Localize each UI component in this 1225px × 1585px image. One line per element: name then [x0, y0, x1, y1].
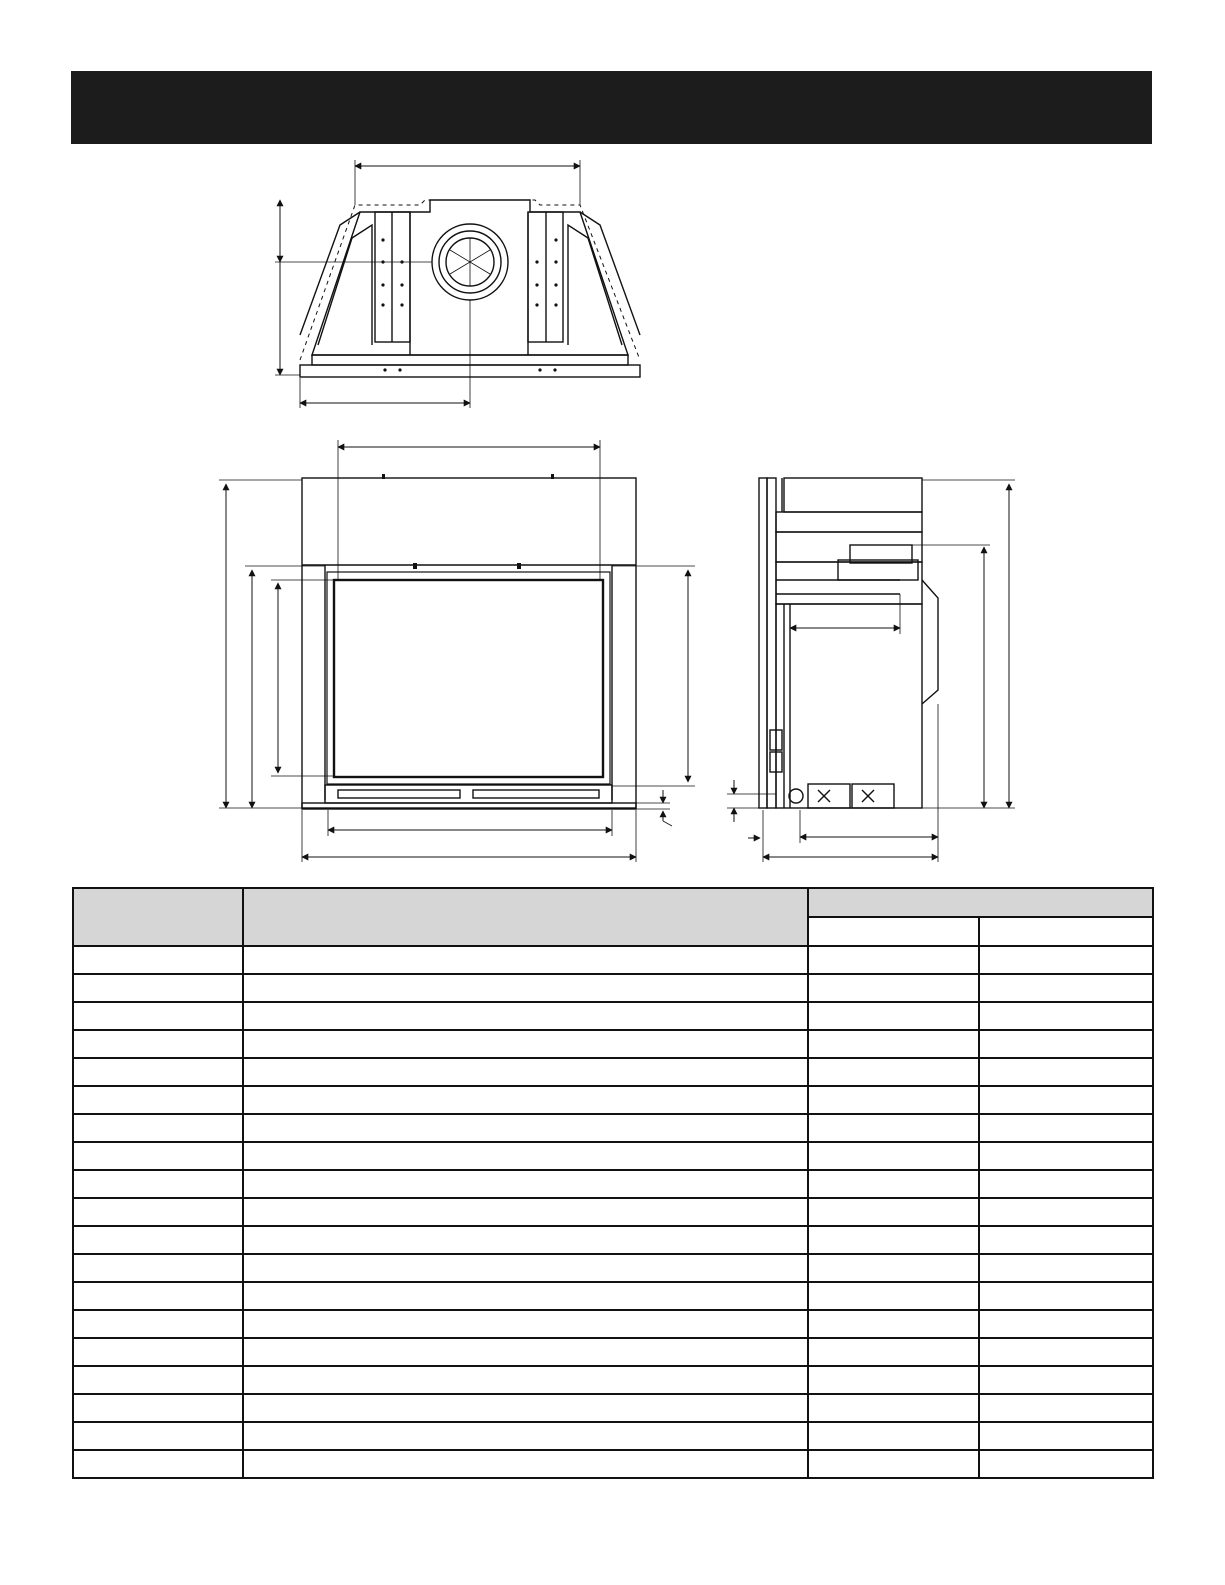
table-row: [73, 1170, 1153, 1198]
table-cell: [979, 946, 1153, 974]
table-cell: [808, 1422, 979, 1450]
table-cell: [808, 1366, 979, 1394]
table-cell: [73, 1198, 243, 1226]
column-header-measurement: [808, 888, 1153, 917]
table-cell: [808, 1114, 979, 1142]
table-cell: [73, 1450, 243, 1478]
table-row: [73, 1198, 1153, 1226]
table-cell: [73, 1142, 243, 1170]
table-row: [73, 1394, 1153, 1422]
table-cell: [979, 1002, 1153, 1030]
table-cell: [243, 1086, 808, 1114]
table-cell: [979, 1394, 1153, 1422]
top-view-drawing: [275, 160, 640, 408]
table-cell: [979, 1170, 1153, 1198]
table-row: [73, 1142, 1153, 1170]
table-cell: [243, 974, 808, 1002]
table-cell: [243, 1198, 808, 1226]
table-cell: [243, 1142, 808, 1170]
table-cell: [808, 1394, 979, 1422]
table-cell: [808, 1086, 979, 1114]
table-cell: [243, 1002, 808, 1030]
table-cell: [979, 1114, 1153, 1142]
table-row: [73, 1422, 1153, 1450]
table-cell: [243, 1422, 808, 1450]
table-cell: [73, 974, 243, 1002]
table-cell: [979, 1450, 1153, 1478]
table-cell: [73, 1170, 243, 1198]
table-cell: [73, 1086, 243, 1114]
table-cell: [73, 946, 243, 974]
column-header-unit-a: [808, 917, 979, 946]
table-cell: [808, 1338, 979, 1366]
table-cell: [73, 1282, 243, 1310]
table-cell: [73, 1002, 243, 1030]
table-cell: [808, 1282, 979, 1310]
column-header-description: [243, 888, 808, 946]
table-cell: [979, 1366, 1153, 1394]
table-row: [73, 1450, 1153, 1478]
table-cell: [979, 1422, 1153, 1450]
table-cell: [808, 1450, 979, 1478]
table-cell: [73, 1422, 243, 1450]
table-cell: [73, 1310, 243, 1338]
column-header-letter: [73, 888, 243, 946]
table-cell: [808, 1254, 979, 1282]
table-cell: [808, 974, 979, 1002]
table-cell: [243, 1310, 808, 1338]
table-cell: [979, 1310, 1153, 1338]
table-cell: [979, 1282, 1153, 1310]
table-cell: [808, 1226, 979, 1254]
table-row: [73, 1030, 1153, 1058]
table-cell: [243, 1114, 808, 1142]
table-cell: [979, 1030, 1153, 1058]
table-row: [73, 1254, 1153, 1282]
table-row: [73, 1114, 1153, 1142]
table-cell: [243, 1450, 808, 1478]
table-cell: [979, 974, 1153, 1002]
table-cell: [73, 1338, 243, 1366]
table-row: [73, 1226, 1153, 1254]
table-body: [73, 946, 1153, 1478]
table-row: [73, 1338, 1153, 1366]
table-cell: [808, 1002, 979, 1030]
table-cell: [73, 1366, 243, 1394]
table-cell: [243, 1254, 808, 1282]
table-cell: [808, 1198, 979, 1226]
table-row: [73, 974, 1153, 1002]
table-cell: [243, 1282, 808, 1310]
table-cell: [73, 1114, 243, 1142]
table-cell: [808, 1170, 979, 1198]
table-cell: [243, 946, 808, 974]
table-cell: [243, 1058, 808, 1086]
table-row: [73, 1058, 1153, 1086]
table-cell: [243, 1366, 808, 1394]
table-row: [73, 946, 1153, 974]
table-row: [73, 1366, 1153, 1394]
table-cell: [808, 1030, 979, 1058]
table-cell: [979, 1058, 1153, 1086]
table-cell: [979, 1142, 1153, 1170]
table-cell: [243, 1226, 808, 1254]
table-cell: [979, 1086, 1153, 1114]
table-cell: [243, 1170, 808, 1198]
table-cell: [979, 1198, 1153, 1226]
table-row: [73, 1282, 1153, 1310]
table-cell: [808, 1142, 979, 1170]
table-cell: [73, 1394, 243, 1422]
table-cell: [979, 1226, 1153, 1254]
table-cell: [808, 946, 979, 974]
table-cell: [73, 1254, 243, 1282]
side-view-drawing: [727, 478, 1015, 862]
table-row: [73, 1086, 1153, 1114]
column-header-unit-b: [979, 917, 1153, 946]
table-cell: [243, 1338, 808, 1366]
table-cell: [243, 1394, 808, 1422]
table-cell: [808, 1058, 979, 1086]
table-cell: [73, 1030, 243, 1058]
table-row: [73, 1002, 1153, 1030]
table-cell: [73, 1058, 243, 1086]
dimensions-table: [72, 887, 1154, 1479]
front-view-drawing: [219, 440, 695, 862]
table-cell: [979, 1254, 1153, 1282]
table-row: [73, 1310, 1153, 1338]
table-cell: [979, 1338, 1153, 1366]
table-cell: [808, 1310, 979, 1338]
table-cell: [243, 1030, 808, 1058]
table-cell: [73, 1226, 243, 1254]
